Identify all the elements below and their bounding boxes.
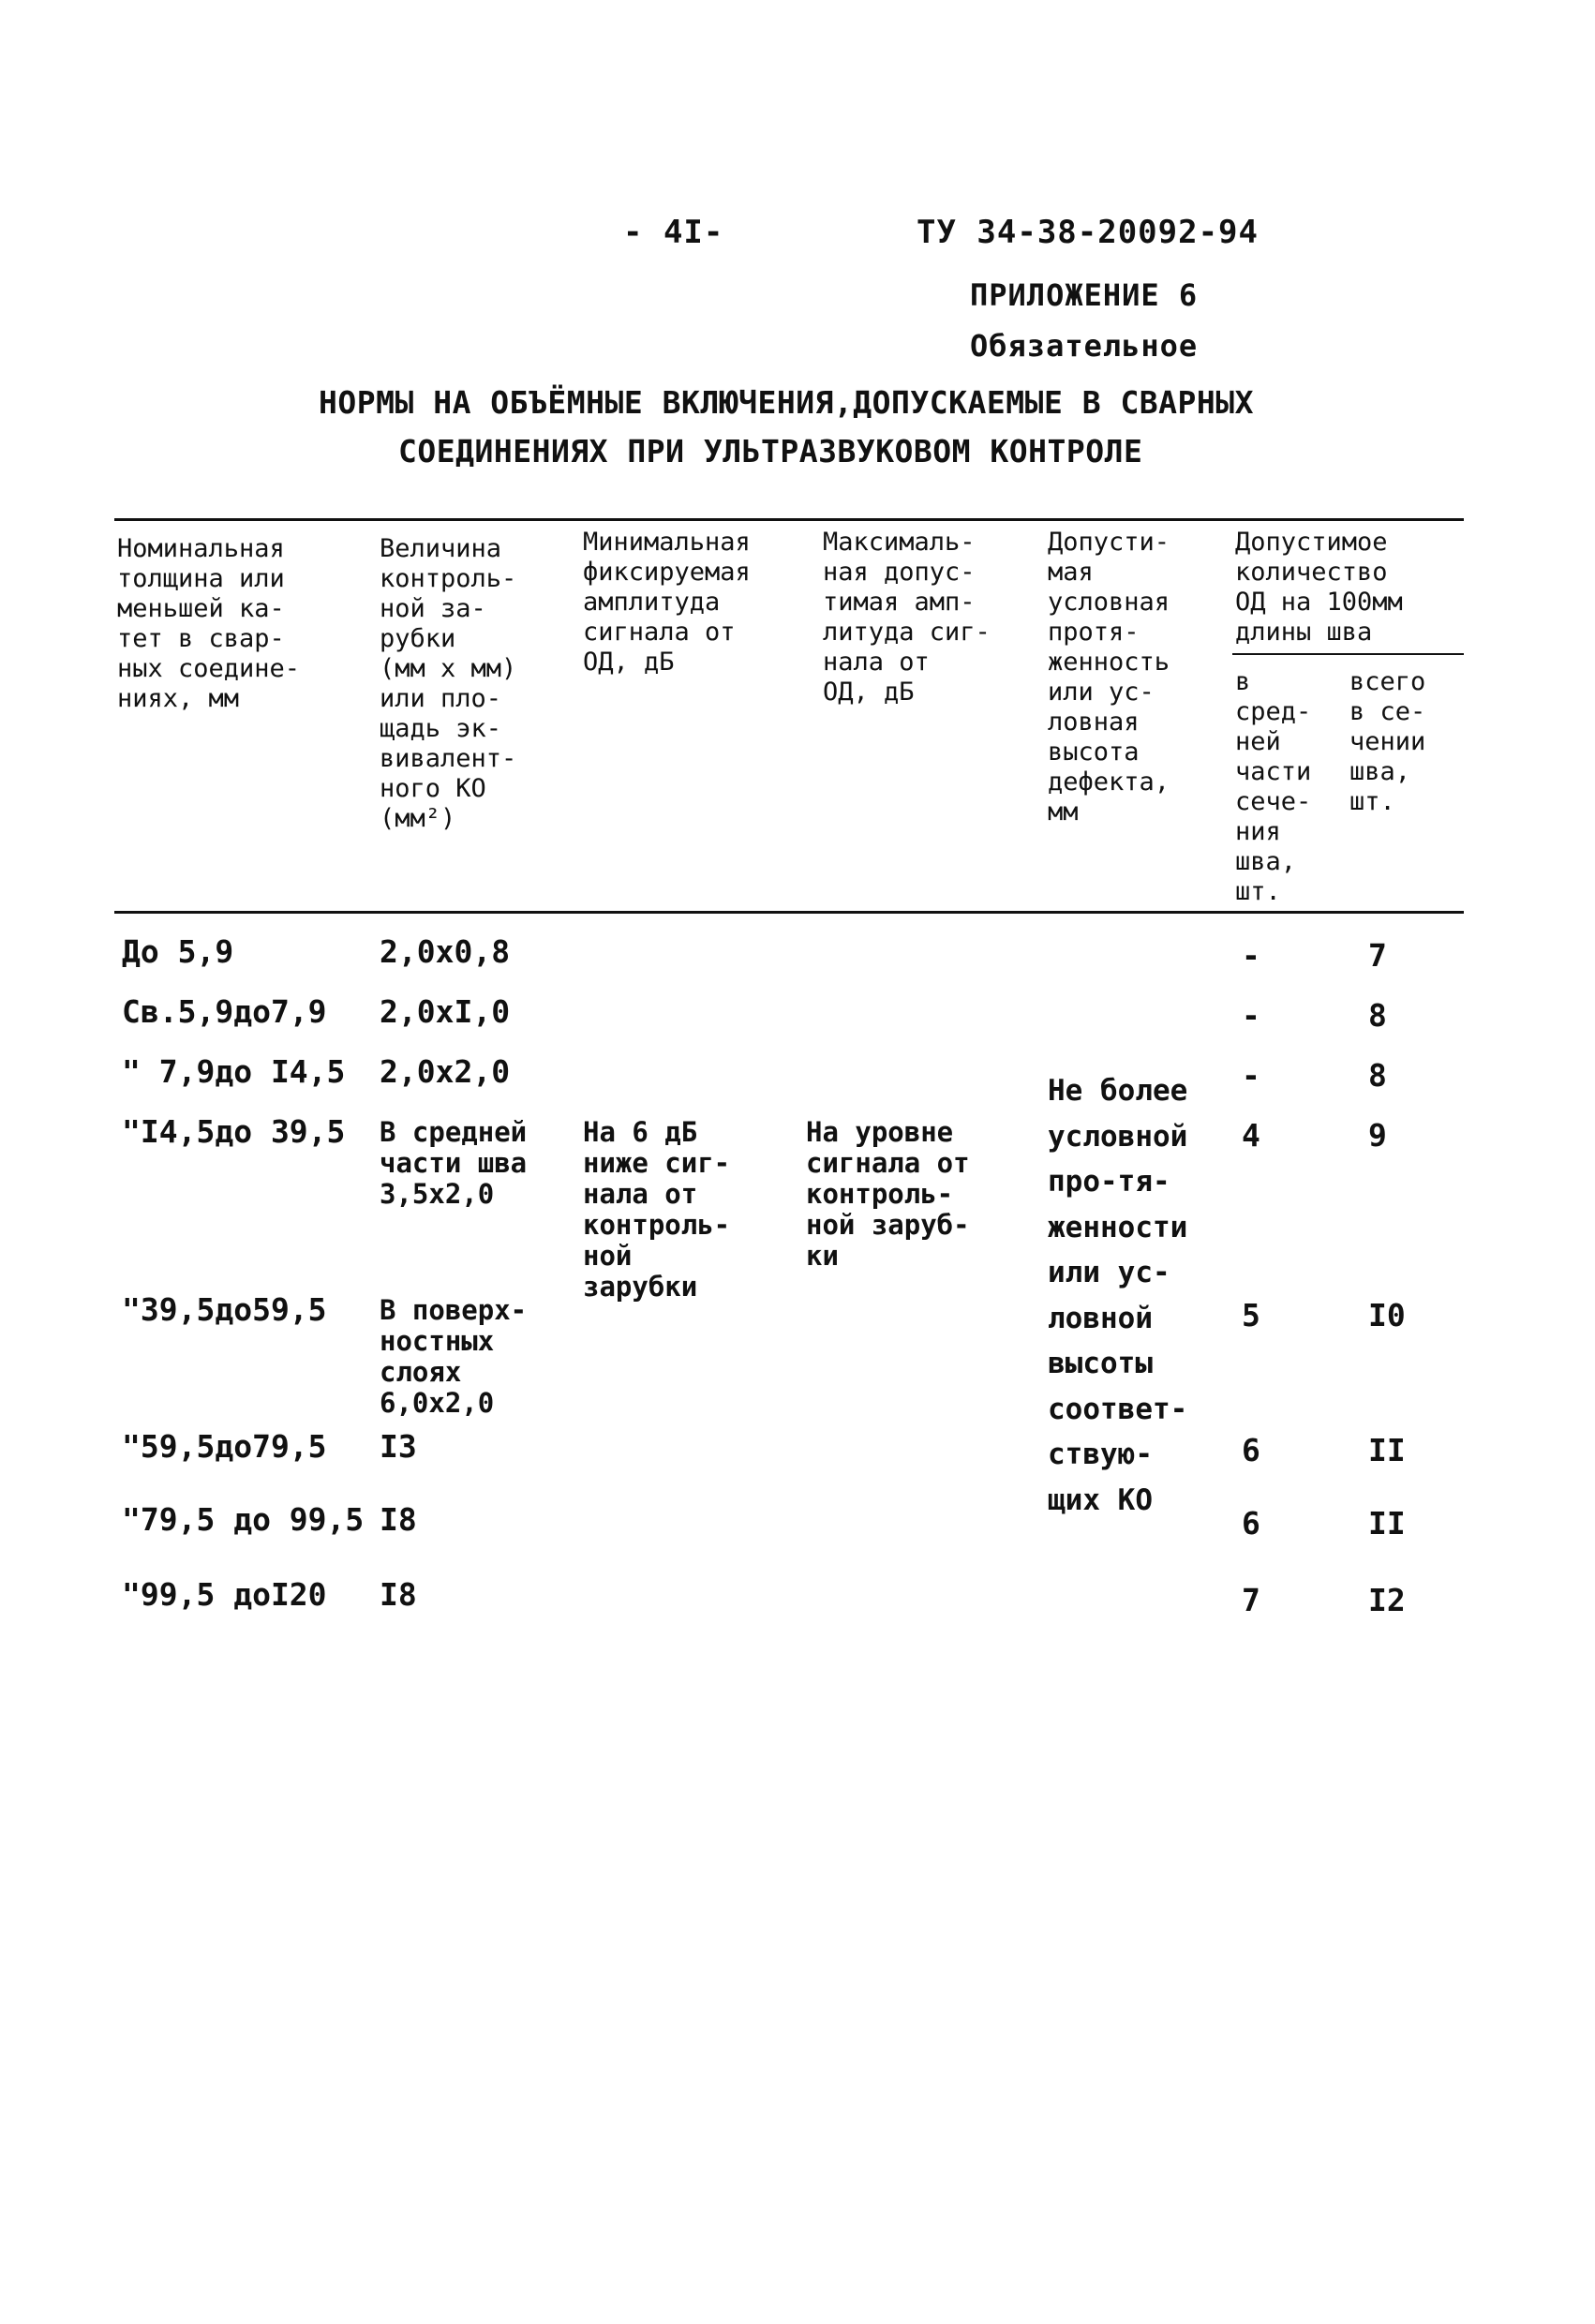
cell-count-total: I2	[1368, 1582, 1406, 1618]
header-max-amplitude: Максималь- ная допус- тимая амп- литуда сиг- нала от ОД, дБ	[823, 528, 991, 707]
cell-notch: В средней части шва 3,5х2,0	[380, 1116, 528, 1210]
group-header-rule	[1232, 653, 1464, 655]
header-count-total: всего в се- чении шва, шт.	[1349, 667, 1426, 816]
header-allowed-count: Допустимое количество ОД на 100мм длины шва	[1235, 528, 1403, 647]
cell-count-middle: 6	[1242, 1505, 1260, 1542]
cell-count-total: I0	[1368, 1297, 1406, 1333]
cell-count-middle: -	[1242, 997, 1260, 1034]
table-top-rule	[114, 518, 1464, 521]
header-notch-size: Величина контроль- ной за- рубки (мм х мм) или пло- щадь эк- вивалент- ного КО (мм²)	[380, 534, 517, 833]
cell-thickness: "99,5 доI20	[122, 1576, 327, 1613]
cell-count-total: 7	[1368, 937, 1387, 974]
cell-count-middle: 5	[1242, 1297, 1260, 1333]
cell-count-total: 9	[1368, 1117, 1387, 1154]
cell-notch: I3	[380, 1428, 417, 1465]
cell-count-middle: 4	[1242, 1117, 1260, 1154]
header-defect-length: Допусти- мая условная протя- женность или ус- ловная высота дефекта, мм	[1048, 528, 1170, 827]
cell-count-middle: 6	[1242, 1432, 1260, 1468]
cell-notch: В поверх- ностных слоях 6,0х2,0	[380, 1294, 528, 1419]
appendix-label: ПРИЛОЖЕНИЕ 6	[970, 277, 1199, 313]
cell-thickness: "79,5 до 99,5	[122, 1501, 365, 1538]
cell-notch: 2,0х0,8	[380, 933, 511, 970]
cell-defect-length-merged: Не более условной про-тя- женности или ус- ловной высоты соответ- ствую- щих КО	[1048, 1074, 1188, 1517]
header-min-amplitude: Минимальная фиксируемая амплитуда сигнала от ОД, дБ	[583, 528, 751, 677]
header-count-middle: в сред- ней части сече- ния шва, шт.	[1235, 667, 1312, 906]
cell-notch: 2,0хI,0	[380, 993, 511, 1030]
cell-count-total: II	[1368, 1432, 1406, 1468]
cell-thickness: "I4,5до 39,5	[122, 1113, 346, 1150]
page-number: - 4I-	[623, 214, 724, 251]
cell-count-middle: -	[1242, 1057, 1260, 1094]
status-label: Обязательное	[970, 328, 1199, 364]
cell-thickness: " 7,9до I4,5	[122, 1053, 346, 1090]
title-line-2: СОЕДИНЕНИЯХ ПРИ УЛЬТРАЗВУКОВОМ КОНТРОЛЕ	[398, 433, 1143, 469]
header-thickness: Номинальная толщина или меньшей ка- тет в свар- ных соедине- ниях, мм	[117, 534, 301, 713]
cell-count-total: 8	[1368, 997, 1387, 1034]
cell-thickness: "39,5до59,5	[122, 1291, 327, 1328]
table-header-rule	[114, 911, 1464, 914]
cell-thickness: Св.5,9до7,9	[122, 993, 327, 1030]
cell-count-total: 8	[1368, 1057, 1387, 1094]
cell-thickness: До 5,9	[122, 933, 234, 970]
cell-notch: 2,0х2,0	[380, 1053, 511, 1090]
title-line-1: НОРМЫ НА ОБЪЁМНЫЕ ВКЛЮЧЕНИЯ,ДОПУСКАЕМЫЕ В СВАРНЫХ	[319, 384, 1255, 421]
cell-notch: I8	[380, 1501, 417, 1538]
cell-thickness: "59,5до79,5	[122, 1428, 327, 1465]
cell-count-middle: -	[1242, 937, 1260, 974]
cell-min-amplitude-merged: На 6 дБ ниже сиг- нала от контроль- ной зарубки	[583, 1116, 731, 1303]
cell-count-total: II	[1368, 1505, 1406, 1542]
document-code: ТУ 34-38-20092-94	[917, 214, 1259, 251]
cell-count-middle: 7	[1242, 1582, 1260, 1618]
cell-max-amplitude-merged: На уровне сигнала от контроль- ной заруб- ки	[806, 1116, 970, 1272]
cell-notch: I8	[380, 1576, 417, 1613]
